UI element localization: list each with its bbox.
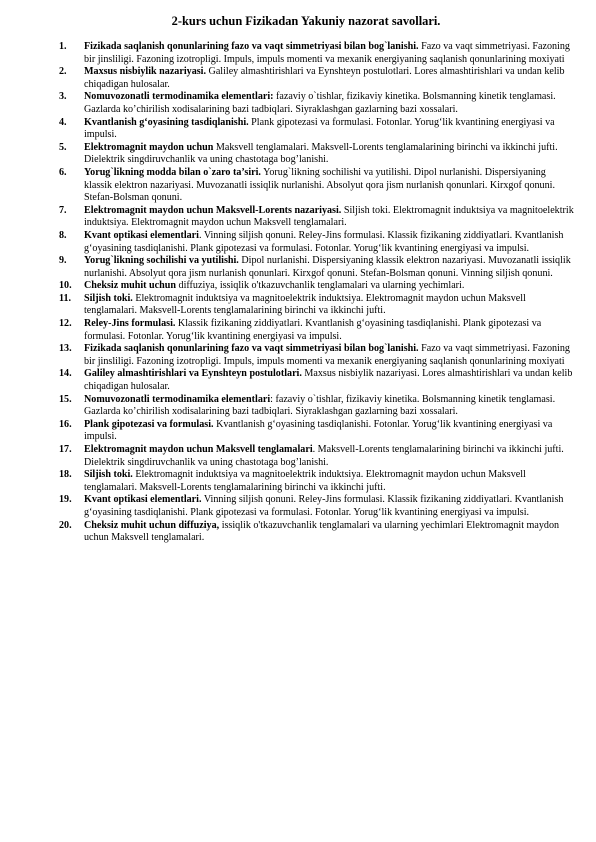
question-body: issiqlik o'tkazuvchanlik tenglamalari va ularning yechimlari Elektromagnit maydon uchun Maksvell tenglamalari. [84, 519, 560, 544]
question-heading: Kvant optikasi elementlari. [84, 494, 202, 506]
question-item [59, 204, 576, 230]
question-item [59, 166, 576, 205]
question-number: 12. [59, 318, 72, 330]
question-heading: Fizikada saqlanish qonunlarining fazo va vaqt simmetriyasi bilan bog`lanishi. [84, 343, 419, 355]
question-body: Elektromagnit induktsiya va magnitoelektrik induktsiya. Elektromagnit maydon uchun Maksvell tenglamalari. Maksvell-Lorents tenglamalarining birinchi va ikkinchi jufti. [84, 292, 526, 317]
question-heading: Cheksiz muhit uchun diffuziya, [84, 519, 220, 531]
question-item [59, 66, 576, 91]
question-body: Kvantlanish g‘oyasining tasdiqlanishi. Fotonlar. Yorug‘lik kvantining energiyasi va impulsi. [84, 418, 553, 443]
question-item [59, 494, 576, 519]
question-number: 7. [59, 204, 67, 216]
question-number: 13. [59, 343, 72, 355]
question-number: 14. [59, 368, 72, 380]
question-number: 11. [59, 292, 72, 304]
question-item [59, 469, 576, 494]
question-body: Fazo va vaqt simmetriyasi. Fazoning bir jinsliligi. Fazoning izotropligi. Impuls, impuls momenti va mexanik energiyaning saqlanish qonunlarining moxiyati [84, 343, 570, 367]
question-number: 2. [59, 66, 67, 78]
question-item [59, 318, 576, 343]
question-number: 5. [59, 141, 67, 153]
question-number: 18. [59, 469, 72, 481]
question-heading: Yorug`likning modda bilan o`zaro ta’siri. [84, 166, 261, 178]
question-heading: Galiley almashtirishlari va Eynshteyn postulotlari. [84, 368, 302, 380]
question-item [59, 418, 576, 444]
question-item [59, 292, 576, 318]
question-body: fazaviy o`tishlar, fizikaviy kinetika. Bolsmanning kinetik tenglamasi. Gazlarda ko’chirilish xodisalarining bazi tadbiqlari. Siyraklashgan gazlarning bazi xossalari. [84, 91, 556, 115]
question-heading: Yorug`likning sochilishi va yutilishi. [84, 255, 239, 267]
question-heading: Nomuvozonatli termodinamika elementlari [84, 393, 271, 405]
question-body: diffuziya, issiqlik o'tkazuvchanlik tenglamalari va ularning yechimlari. [176, 280, 465, 292]
question-number: 19. [59, 494, 72, 506]
question-body: Siljish toki. Elektromagnit induktsiya va magnitoelektrik induktsiya. Elektromagnit maydon uchun Maksvell tenglamalari. [84, 204, 574, 229]
question-heading: Fizikada saqlanish qonunlarining fazo va vaqt simmetriyasi bilan bog`lanishi. [84, 41, 419, 52]
question-body: Maxsus nisbiylik nazariyasi. Lores almashtirishlari va undan kelib chiqadigan hulosalar. [84, 368, 573, 393]
question-body: Klassik fizikaning ziddiyatlari. Kvantlanish g‘oyasining tasdiqlanishi. Plank gipotezasi va formulasi. Fotonlar. Yorug‘lik kvantining energiyasi va impulsi. [84, 318, 542, 342]
question-number: 4. [59, 116, 67, 128]
question-heading: Kvantlanish g‘oyasining tasdiqlanishi. [84, 116, 249, 128]
question-body: . Vinning siljish qonuni. Reley-Jins formulasi. Klassik fizikaning ziddiyatlari. Kvantlanish g‘oyasining tasdiqlanishi. Plank gipotezasi va formulasi. Fotonlar. Yorug‘lik kvantining energiyasi va impulsi. [84, 229, 564, 254]
question-body: Galiley almashtirishlari va Eynshteyn postulotlari. Lores almashtirishlari va undan kelib chiqadigan hulosalar. [84, 66, 565, 90]
page-title: 2-kurs uchun Fizikadan Yakuniy nazorat savollari. [171, 14, 441, 28]
question-heading: Elektromagnit maydon uchun [84, 141, 214, 153]
question-heading: Elektromagnit maydon uchun Maksvell tenglamalari [84, 444, 313, 455]
question-heading: Plank gipotezasi va formulasi. [84, 418, 214, 430]
question-item [59, 393, 576, 419]
question-item [59, 229, 576, 255]
question-body: : fazaviy o`tishlar, fizikaviy kinetika. Bolsmanning kinetik tenglamasi. Gazlarda ko’chirilish xodisalarining bazi tadbiqlari. Siyraklashgan gazlarning bazi xossalari. [84, 393, 556, 418]
question-number: 3. [59, 91, 67, 103]
question-heading: Siljish toki. [84, 469, 133, 481]
question-number: 17. [59, 444, 72, 455]
question-item [59, 444, 576, 469]
question-heading: Maxsus nisbiylik nazariyasi. [84, 66, 206, 78]
question-item [59, 368, 576, 393]
question-item [59, 343, 576, 368]
question-body: Dipol nurlanishi. Dispersiyaning klassik elektron nazariyasi. Muvozanatli issiqlik nurlanishi. Absolyut qora jism nurlanish qonunlari. Kirxgof qonuni. Stefan-Bolsman qonuni. Vinning siljish qonuni. [84, 255, 571, 279]
question-body: Maksvell tenglamalari. Maksvell-Lorents tenglamalarining birinchi va ikkinchi jufti. Dielektrik singdiruvchanlik va uning chastotaga bog’lanishi. [84, 141, 558, 166]
question-body: Vinning siljish qonuni. Reley-Jins formulasi. Klassik fizikaning ziddiyatlari. Kvantlanish g‘oyasining tasdiqlanishi. Plank gipotezasi va formulasi. Fotonlar. Yorug‘lik kvantining energiyasi va impulsi. [84, 494, 564, 518]
question-body: . Maksvell-Lorents tenglamalarining birinchi va ikkinchi jufti. Dielektrik singdiruvchanlik va uning chastotaga bog’lanishi. [84, 444, 564, 468]
question-body: Fazo va vaqt simmetriyasi. Fazoning bir jinsliligi. Fazoning izotropligi. Impuls, impuls momenti va mexanik energiyaning saqlanish qonunlarining moxiyati [84, 41, 570, 65]
question-number: 16. [59, 418, 72, 430]
question-body: Plank gipotezasi va formulasi. Fotonlar. Yorug‘lik kvantining energiyasi va impulsi. [84, 116, 555, 141]
question-heading: Kvant optikasi elementlari [84, 229, 199, 241]
question-item [59, 116, 576, 142]
question-number: 8. [59, 229, 67, 241]
question-number: 1. [59, 41, 67, 52]
question-item [59, 41, 576, 66]
question-heading: Reley-Jins formulasi. [84, 318, 176, 330]
question-list [59, 41, 576, 545]
question-heading: Nomuvozonatli termodinamika elementlari: [84, 91, 274, 103]
question-number: 20. [59, 519, 72, 531]
question-number: 10. [59, 280, 72, 292]
question-body: Yorug`likning sochilishi va yutilishi. Dipol nurlanishi. Dispersiyaning klassik elektron nazariyasi. Muvozanatli issiqlik nurlanishi. Absolyut qora jism nurlanish qonunlari. Kirxgof qonuni. Stefan-Bolsman qonuni. [84, 166, 555, 204]
question-number: 6. [59, 166, 67, 178]
question-item [59, 255, 576, 280]
question-heading: Elektromagnit maydon uchun Maksvell-Lorents nazariyasi. [84, 204, 342, 216]
question-item [59, 280, 576, 293]
question-item [59, 91, 576, 116]
question-number: 15. [59, 393, 72, 405]
question-number: 9. [59, 255, 67, 267]
question-item [59, 141, 576, 167]
question-heading: Siljish toki. [84, 292, 133, 304]
question-body: Elektromagnit induktsiya va magnitoelektrik induktsiya. Elektromagnit maydon uchun Maksvell tenglamalari. Maksvell-Lorents tenglamalarining birinchi va ikkinchi jufti. [84, 469, 526, 493]
question-heading: Cheksiz muhit uchun [84, 280, 176, 292]
question-item [59, 519, 576, 545]
